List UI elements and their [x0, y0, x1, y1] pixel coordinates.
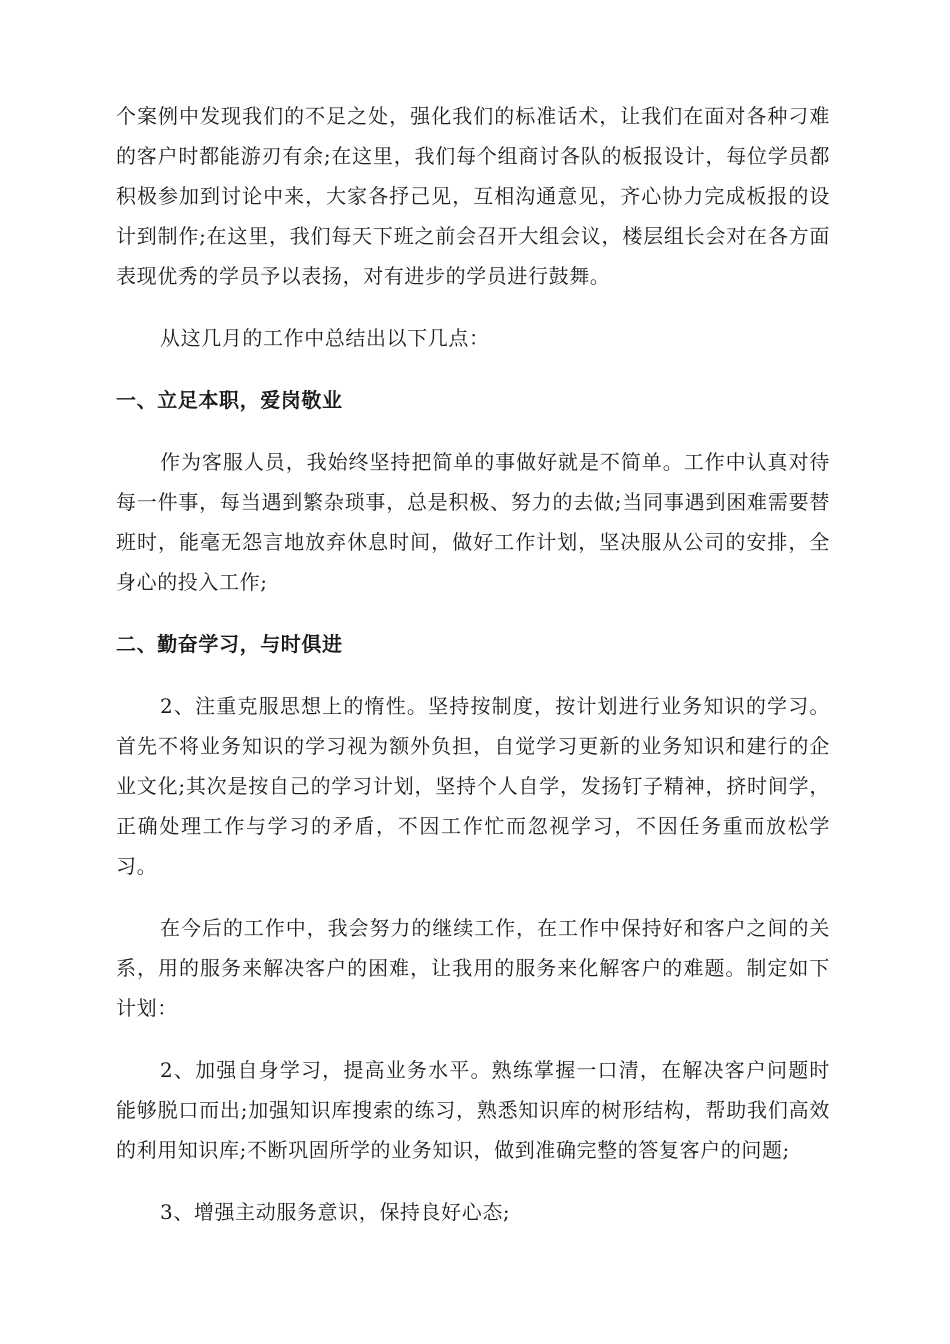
paragraph-plan-item-3: 3、增强主动服务意识，保持良好心态;: [160, 1200, 511, 1224]
paragraph-section-1: 作为客服人员，我始终坚持把简单的事做好就是不简单。工作中认真对待每一件事，每当遇到繁杂琐事，总是积极、努力的去做;当同事遇到困难需要替班时，能毫无怨言地放弃休息时间，做好工作计划，坚决服从公司的安排，全身心的投入工作;: [116, 450, 830, 594]
section-heading-2: 二、勤奋学习，与时俱进: [116, 632, 343, 656]
paragraph-plan-item-2: 2、加强自身学习，提高业务水平。熟练掌握一口清，在解决客户问题时能够脱口而出;加强知识库搜索的练习，熟悉知识库的树形结构，帮助我们高效的利用知识库;不断巩固所学的业务知识，做到准确完整的答复客户的问题;: [116, 1058, 830, 1162]
paragraph-summary-intro: 从这几月的工作中总结出以下几点：: [160, 326, 490, 350]
paragraph-continuation: 个案例中发现我们的不足之处，强化我们的标准话术，让我们在面对各种刁难的客户时都能游刃有余;在这里，我们每个组商讨各队的板报设计，每位学员都积极参加到讨论中来，大家各抒己见，互相沟通意见，齐心协力完成板报的设计到制作;在这里，我们每天下班之前会召开大组会议，楼层组长会对在各方面表现优秀的学员予以表扬，对有进步的学员进行鼓舞。: [116, 104, 830, 288]
paragraph-future-plan-intro: 在今后的工作中，我会努力的继续工作，在工作中保持好和客户之间的关系，用的服务来解决客户的困难，让我用的服务来化解客户的难题。制定如下计划：: [116, 916, 830, 1020]
section-heading-1: 一、立足本职，爱岗敬业: [116, 388, 343, 412]
paragraph-section-2: 2、注重克服思想上的惰性。坚持按制度，按计划进行业务知识的学习。首先不将业务知识的学习视为额外负担，自觉学习更新的业务知识和建行的企业文化;其次是按自己的学习计划，坚持个人自学，发扬钉子精神，挤时间学，正确处理工作与学习的矛盾，不因工作忙而忽视学习，不因任务重而放松学习。: [116, 694, 830, 878]
